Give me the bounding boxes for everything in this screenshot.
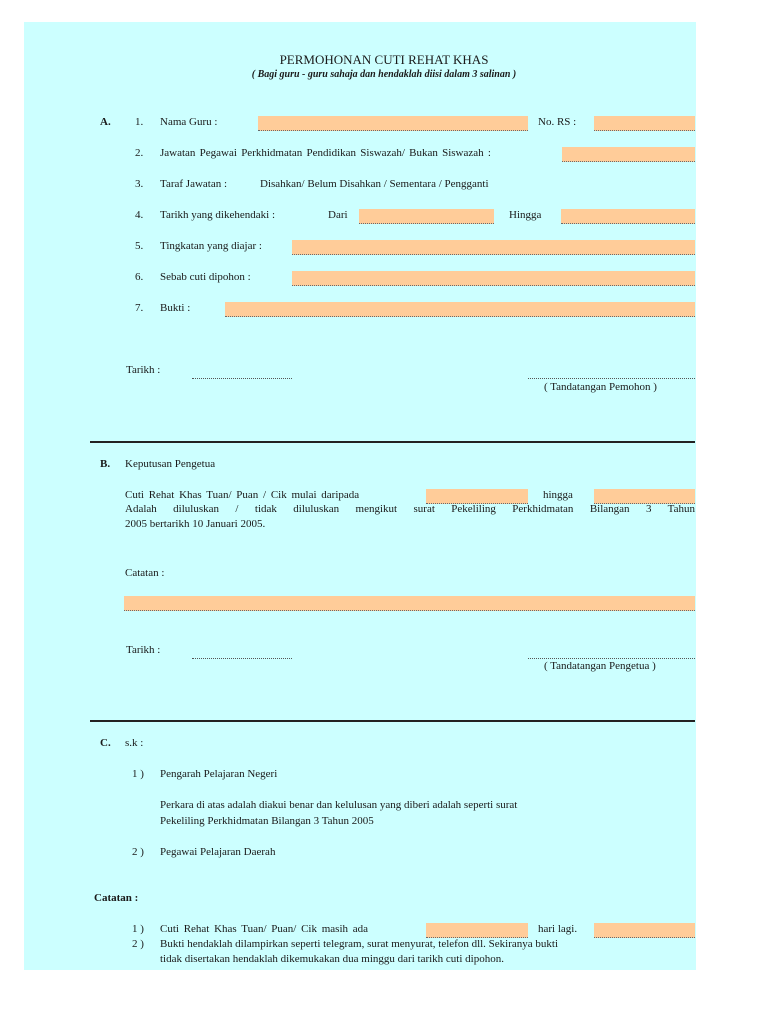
taraf-jawatan-options[interactable]: Disahkan/ Belum Disahkan / Sementara / Pengganti: [260, 178, 489, 190]
keputusan-pengetua-heading: Keputusan Pengetua: [125, 458, 216, 470]
nama-guru-label: Nama Guru :: [160, 116, 218, 128]
item-2-number: 2.: [135, 147, 144, 159]
pemohon-signature-label: ( Tandatangan Pemohon ): [544, 381, 657, 393]
pemohon-signature-line[interactable]: [528, 377, 695, 379]
note-2-number: 2 ): [132, 938, 144, 950]
perakuan-text: Perkara di atas adalah diakui benar dan kelulusan yang diberi adalah seperti surat: [160, 799, 518, 811]
bukti-label: Bukti :: [160, 302, 191, 314]
tarikh-b-label: Tarikh :: [126, 644, 161, 656]
jawatan-field[interactable]: [562, 147, 695, 162]
tarikh-dikehendaki-label: Tarikh yang dikehendaki :: [160, 209, 276, 221]
tarikh-b-line[interactable]: [192, 657, 292, 659]
note-1-number: 1 ): [132, 923, 144, 935]
section-b-letter: B.: [100, 458, 111, 470]
section-divider-2: [90, 720, 695, 722]
hingga-field[interactable]: [561, 209, 695, 224]
sebab-cuti-label: Sebab cuti dipohon :: [160, 271, 251, 283]
section-divider-1: [90, 441, 695, 443]
item-4-number: 4.: [135, 209, 144, 221]
item-7-number: 7.: [135, 302, 144, 314]
item-1-number: 1.: [135, 116, 144, 128]
no-rs-label: No. RS :: [538, 116, 577, 128]
dari-field[interactable]: [359, 209, 494, 224]
note-2-text-line2: tidak disertakan hendaklah dikemukakan dua minggu dari tarikh cuti dipohon.: [160, 953, 504, 965]
cuti-hingga-text: hingga: [543, 489, 573, 501]
tingkatan-label: Tingkatan yang diajar :: [160, 240, 262, 252]
section-a-letter: A.: [100, 116, 111, 128]
cuti-mulai-field[interactable]: [426, 489, 528, 504]
note-1-text: Cuti Rehat Khas Tuan/ Puan/ Cik masih ada: [160, 923, 369, 935]
item-5-number: 5.: [135, 240, 144, 252]
hari-lagi-text: hari lagi.: [538, 923, 578, 935]
nama-guru-field[interactable]: [258, 116, 528, 131]
kelulusan-text: Adalah diluluskan / tidak diluluskan mengikut surat Pekeliling Perkhidmatan Bilangan 3 Tahun: [125, 503, 695, 515]
sk-item-1-number: 1 ): [132, 768, 144, 780]
sebab-cuti-field[interactable]: [292, 271, 695, 286]
baki-cuti-field[interactable]: [426, 923, 528, 938]
tarikh-a-line[interactable]: [192, 377, 292, 379]
tarikh-a-label: Tarikh :: [126, 364, 161, 376]
section-c-letter: C.: [100, 737, 111, 749]
dari-label: Dari: [328, 209, 348, 221]
catatan-b-field[interactable]: [124, 596, 695, 611]
catatan-heading: Catatan :: [94, 892, 139, 904]
hingga-label: Hingga: [509, 209, 542, 221]
pengetua-signature-label: ( Tandatangan Pengetua ): [544, 660, 656, 672]
perakuan-text-line2: Pekeliling Perkhidmatan Bilangan 3 Tahun 2005: [160, 815, 374, 827]
jawatan-label: Jawatan Pegawai Perkhidmatan Pendidikan Siswazah/ Bukan Siswazah :: [160, 147, 491, 159]
item-3-number: 3.: [135, 178, 144, 190]
kelulusan-text-line2: 2005 bertarikh 10 Januari 2005.: [125, 518, 266, 530]
item-6-number: 6.: [135, 271, 144, 283]
pegawai-pelajaran-text: Pegawai Pelajaran Daerah: [160, 846, 276, 858]
taraf-jawatan-label: Taraf Jawatan :: [160, 178, 228, 190]
cuti-hingga-field[interactable]: [594, 489, 695, 504]
sk-item-2-number: 2 ): [132, 846, 144, 858]
sk-label: s.k :: [125, 737, 144, 749]
form-subtitle: ( Bagi guru - guru sahaja dan hendaklah diisi dalam 3 salinan ): [251, 69, 517, 80]
catatan-b-label: Catatan :: [125, 567, 165, 579]
pengarah-pelajaran-text: Pengarah Pelajaran Negeri: [160, 768, 278, 780]
bukti-field[interactable]: [225, 302, 695, 317]
tingkatan-field[interactable]: [292, 240, 695, 255]
baki-cuti-extra-field[interactable]: [594, 923, 695, 938]
note-2-text: Bukti hendaklah dilampirkan seperti telegram, surat menyurat, telefon dll. Sekiranya bukti: [160, 938, 559, 950]
form-title: PERMOHONAN CUTI REHAT KHAS: [279, 52, 489, 67]
pengetua-signature-line[interactable]: [528, 657, 695, 659]
no-rs-field[interactable]: [594, 116, 695, 131]
cuti-mulai-text: Cuti Rehat Khas Tuan/ Puan / Cik mulai daripada: [125, 489, 360, 501]
